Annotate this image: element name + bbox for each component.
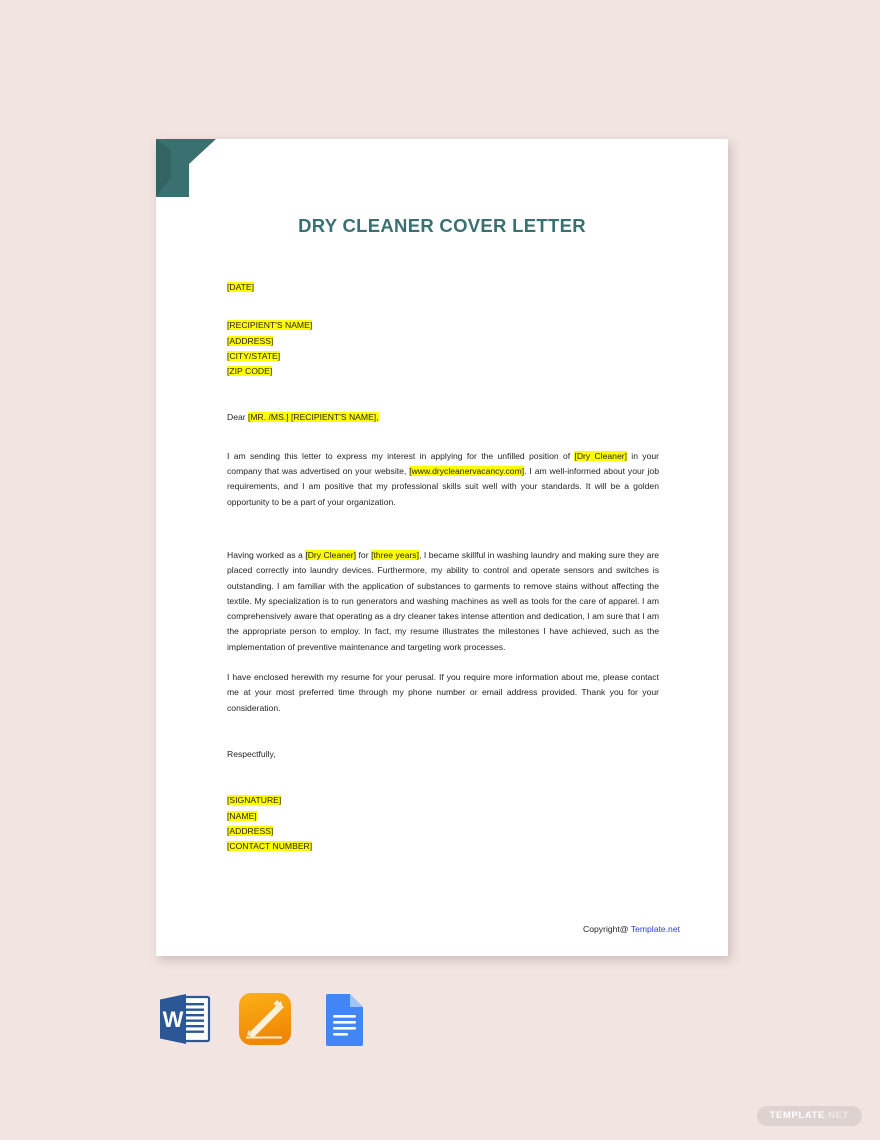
signature-block <box>227 793 659 854</box>
salutation-recipient: [MR. /MS.] [RECIPIENT'S NAME], <box>248 412 379 423</box>
salutation <box>227 410 659 425</box>
watermark-tld: .NET <box>824 1109 849 1121</box>
closing-line: Respectfully, <box>227 748 276 759</box>
date-placeholder: [DATE] <box>227 282 255 292</box>
spacer <box>227 426 659 449</box>
sender-address: [ADDRESS] <box>227 825 274 836</box>
copyright-line <box>583 924 680 934</box>
recipient-block <box>227 318 659 379</box>
spacer <box>227 510 659 548</box>
p2-job-title: [Dry Cleaner] <box>305 549 357 560</box>
page-title: DRY CLEANER COVER LETTER <box>298 215 586 236</box>
paragraph-three: I have enclosed herewith my resume for your perusal. If you require more information about me, please contact me at your most preferred time through my phone number or email address provided. Thank you for your consideration. <box>227 672 659 713</box>
p2-part1: Having worked as a <box>227 549 306 560</box>
signature-placeholder: [SIGNATURE] <box>227 795 282 806</box>
corner-flag-icon <box>156 139 216 197</box>
svg-text:W: W <box>162 1007 184 1032</box>
recipient-address: [ADDRESS] <box>227 335 274 346</box>
p1-job-title: [Dry Cleaner] <box>574 450 627 461</box>
file-format-icons <box>156 990 374 1048</box>
sender-name: [NAME] <box>227 810 257 821</box>
document-page <box>156 139 728 956</box>
p1-part3: . I am well-informed about your job requirements, and I am positive that my professional skills suit well with your standards. It will be a golden opportunity to be a part of your organization. <box>227 466 659 507</box>
paragraph-two <box>227 548 659 655</box>
spacer <box>227 295 659 318</box>
recipient-city-state: [CITY/STATE] <box>227 350 281 361</box>
paragraph-one <box>227 449 659 510</box>
spacer <box>227 716 659 747</box>
apple-pages-icon[interactable] <box>236 990 294 1048</box>
template-net-watermark <box>757 1106 862 1127</box>
date-line <box>227 280 659 295</box>
spacer <box>227 379 659 410</box>
google-docs-icon[interactable] <box>316 990 374 1048</box>
recipient-zip: [ZIP CODE] <box>227 366 273 377</box>
watermark-main: TEMPLATE <box>769 1109 825 1121</box>
p1-part1: I am sending this letter to express my interest in applying for the unfilled position of <box>227 450 575 461</box>
spacer <box>227 655 659 670</box>
recipient-name: [RECIPIENT'S NAME] <box>227 320 313 331</box>
p2-part2: for <box>356 549 372 560</box>
template-net-link[interactable]: Template.net <box>630 924 680 934</box>
p1-part2: in your company that was advertised on your website, <box>227 450 660 477</box>
microsoft-word-icon[interactable] <box>156 990 214 1048</box>
p1-website: [www.drycleanervacancy.com] <box>409 466 525 477</box>
salutation-prefix: Dear <box>227 412 249 423</box>
p2-duration: [three years] <box>371 549 419 560</box>
copyright-prefix: Copyright@ <box>583 924 631 934</box>
sender-contact-number: [CONTACT NUMBER] <box>227 841 313 852</box>
letter-body <box>227 280 659 854</box>
spacer <box>227 762 659 793</box>
p2-part3: , I became skillful in washing laundry and making sure they are placed correctly into laundry devices. Furthermore, my ability to control and operate sensors and switches is outstanding. I am familiar with the application of substances to garments to remove stains without affecting the textile. My specialization is to run generators and washing machines as well as tools for the care of apparel. I am comprehensively aware that operating as a dry cleaner takes intense attention and dedication, I am sure that I am the appropriate person to employ. In fact, my resume illustrates the milestones I have achieved, such as the implementation of preventive maintenance and targeting work processes. <box>227 549 659 652</box>
